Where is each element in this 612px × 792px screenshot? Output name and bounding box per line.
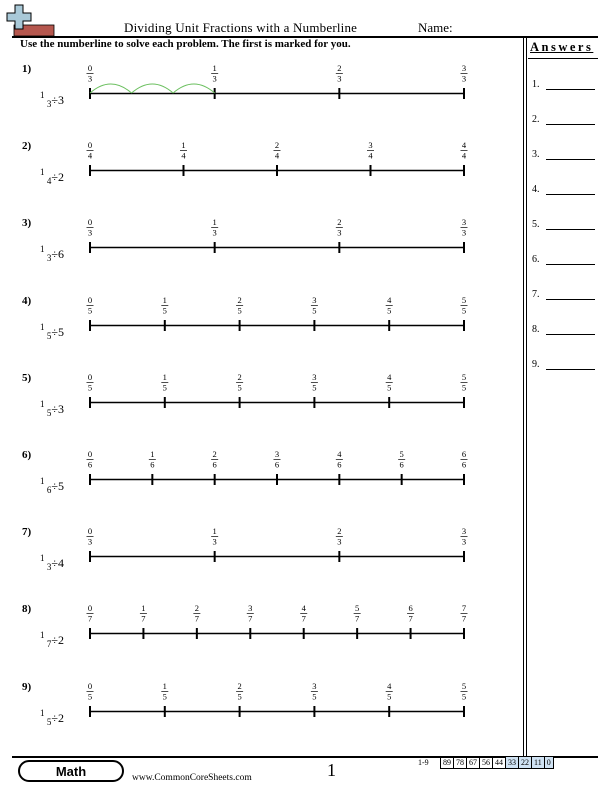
tick-numerator: 3 (274, 449, 280, 459)
fraction-numerator: 1 (40, 244, 45, 255)
problem (0, 140, 520, 216)
tick-denominator: 5 (387, 691, 392, 702)
fraction-numerator: 1 (40, 630, 45, 641)
tick-numerator: 3 (248, 603, 253, 614)
tick-denominator: 3 (87, 536, 93, 547)
tick-denominator: 4 (461, 150, 467, 161)
numberline (0, 372, 520, 412)
tick-numerator: 3 (312, 294, 317, 305)
divisor: ÷5 (51, 479, 64, 493)
tick-numerator: 4 (301, 603, 306, 614)
answer-number: 3. (532, 149, 540, 160)
fraction-numerator: 1 (40, 476, 45, 486)
problem-number: 7) (22, 526, 32, 539)
tick-denominator: 5 (312, 305, 317, 316)
tick-numerator: 0 (87, 680, 93, 691)
divisor: ÷2 (51, 170, 64, 185)
numberline (0, 449, 520, 489)
tick-numerator: 4 (387, 680, 392, 691)
fraction-denominator: 6 (46, 485, 52, 495)
tick-denominator: 3 (212, 536, 217, 547)
fraction-denominator: 3 (46, 253, 52, 264)
answer-blank[interactable] (546, 334, 595, 335)
tick-denominator: 5 (387, 305, 392, 316)
tick-denominator: 7 (87, 613, 93, 624)
hop-arc (132, 84, 174, 93)
problem (0, 526, 520, 602)
tick-denominator: 3 (87, 73, 93, 84)
fraction-denominator: 7 (46, 639, 52, 650)
tick-denominator: 5 (87, 691, 93, 702)
tick-numerator: 5 (461, 371, 467, 382)
answer-number: 8. (532, 324, 540, 335)
tick-denominator: 3 (461, 536, 467, 547)
tick-denominator: 6 (87, 459, 93, 470)
fraction-numerator: 1 (40, 90, 45, 100)
problem (0, 449, 520, 525)
fraction-denominator: 5 (46, 330, 52, 341)
tick-numerator: 6 (461, 449, 467, 459)
divisor: ÷5 (51, 324, 64, 339)
tick-denominator: 5 (237, 382, 242, 393)
hop-arc (173, 84, 215, 93)
instructions: Use the numberline to solve each problem. The first is marked for you. (20, 38, 351, 50)
tick-numerator: 1 (181, 140, 186, 151)
problem (0, 372, 520, 448)
name-label: Name: (418, 20, 453, 35)
tick-numerator: 1 (212, 217, 217, 228)
tick-numerator: 1 (212, 526, 217, 537)
tick-numerator: 0 (87, 603, 93, 614)
tick-denominator: 3 (337, 73, 342, 84)
score-cell: 67 (467, 757, 480, 769)
fraction-numerator: 1 (40, 167, 45, 178)
fraction-numerator: 1 (40, 707, 45, 718)
numberline (0, 295, 520, 335)
divisor: ÷4 (51, 556, 64, 571)
tick-denominator: 5 (237, 691, 242, 702)
hop-arc (90, 84, 132, 93)
answer-blank[interactable] (546, 194, 595, 195)
score-range-label: 1-9 (418, 758, 429, 767)
tick-numerator: 3 (461, 63, 467, 73)
answer-blank[interactable] (546, 299, 595, 300)
problem (0, 217, 520, 293)
tick-denominator: 4 (181, 150, 186, 161)
tick-denominator: 6 (274, 459, 280, 470)
tick-denominator: 5 (312, 382, 317, 393)
tick-numerator: 2 (337, 217, 342, 228)
answers-title: Answers (530, 40, 594, 54)
tick-denominator: 3 (212, 73, 217, 84)
answer-number: 7. (532, 289, 540, 300)
tick-numerator: 6 (408, 603, 413, 614)
tick-denominator: 7 (355, 613, 360, 624)
tick-denominator: 5 (461, 691, 467, 702)
problem (0, 681, 520, 757)
answer-number: 9. (532, 359, 540, 370)
fraction-denominator: 4 (46, 176, 52, 187)
answer-number: 5. (532, 219, 540, 230)
math-badge: Math (18, 760, 124, 782)
answer-number: 4. (532, 184, 540, 195)
numberline (0, 63, 520, 103)
column-divider (523, 36, 527, 760)
numberline (0, 681, 520, 721)
fraction-denominator: 5 (46, 716, 52, 727)
tick-denominator: 3 (87, 227, 93, 238)
answer-number: 6. (532, 254, 540, 265)
answer-number: 2. (532, 114, 540, 125)
tick-denominator: 3 (461, 227, 467, 238)
problem-number: 6) (22, 449, 32, 461)
answer-blank[interactable] (546, 159, 595, 160)
fraction-denominator: 3 (46, 99, 52, 109)
tick-denominator: 3 (337, 227, 342, 238)
score-cell: 33 (506, 757, 519, 769)
tick-numerator: 0 (87, 63, 93, 73)
tick-numerator: 2 (337, 63, 342, 73)
tick-denominator: 5 (461, 382, 467, 393)
tick-denominator: 7 (194, 613, 199, 624)
score-cell: 56 (480, 757, 493, 769)
tick-denominator: 3 (337, 536, 342, 547)
tick-denominator: 5 (87, 382, 93, 393)
tick-numerator: 1 (141, 603, 146, 614)
answer-blank[interactable] (546, 89, 595, 90)
problem-number: 8) (22, 603, 32, 616)
tick-numerator: 5 (461, 680, 467, 691)
tick-numerator: 2 (274, 140, 280, 151)
tick-numerator: 0 (87, 217, 93, 228)
tick-denominator: 6 (150, 459, 155, 470)
tick-numerator: 3 (312, 371, 317, 382)
divisor: ÷3 (51, 93, 64, 107)
problem-number: 5) (22, 371, 32, 384)
tick-numerator: 4 (387, 371, 392, 382)
numberline (0, 603, 520, 643)
tick-numerator: 1 (212, 63, 217, 73)
numberline (0, 140, 520, 180)
tick-numerator: 0 (87, 140, 93, 151)
tick-numerator: 4 (461, 140, 467, 151)
score-cell: 0 (544, 757, 553, 769)
numberline (0, 217, 520, 257)
tick-numerator: 2 (237, 680, 242, 691)
fraction-denominator: 5 (46, 407, 52, 418)
problem (0, 63, 520, 139)
score-cell: 78 (454, 757, 467, 769)
tick-numerator: 3 (312, 680, 317, 691)
tick-denominator: 3 (212, 227, 217, 238)
problem-number: 4) (22, 294, 32, 307)
score-table (440, 756, 554, 769)
divisor: ÷2 (51, 633, 64, 648)
tick-numerator: 2 (194, 603, 199, 614)
tick-numerator: 5 (399, 449, 404, 459)
tick-denominator: 4 (87, 150, 93, 161)
tick-numerator: 3 (461, 526, 467, 537)
fraction-denominator: 3 (46, 562, 52, 573)
score-cell: 22 (519, 757, 532, 769)
tick-numerator: 0 (87, 449, 93, 459)
tick-denominator: 3 (461, 73, 467, 84)
worksheet-title: Dividing Unit Fractions with a Numberline (124, 20, 358, 35)
tick-denominator: 6 (399, 459, 404, 470)
tick-denominator: 7 (408, 613, 413, 624)
divisor: ÷6 (51, 247, 64, 262)
tick-denominator: 7 (301, 613, 306, 624)
tick-denominator: 5 (387, 382, 392, 393)
fraction-numerator: 1 (40, 321, 45, 332)
answer-blank[interactable] (546, 369, 595, 370)
tick-numerator: 5 (355, 603, 360, 614)
tick-denominator: 5 (87, 305, 93, 316)
tick-numerator: 1 (162, 680, 167, 691)
divisor: ÷3 (51, 401, 64, 416)
tick-numerator: 2 (237, 371, 242, 382)
tick-numerator: 0 (87, 294, 93, 305)
tick-numerator: 2 (212, 449, 217, 459)
score-cell: 44 (493, 757, 506, 769)
divisor: ÷2 (51, 710, 64, 725)
tick-denominator: 5 (461, 305, 467, 316)
tick-numerator: 3 (368, 140, 373, 151)
fraction-numerator: 1 (40, 398, 45, 409)
tick-denominator: 5 (162, 691, 167, 702)
problem (0, 295, 520, 371)
tick-numerator: 1 (162, 371, 167, 382)
page-number: 1 (327, 760, 336, 780)
tick-denominator: 6 (337, 459, 342, 470)
tick-denominator: 5 (312, 691, 317, 702)
problem-number: 2) (22, 140, 32, 153)
tick-numerator: 0 (87, 371, 93, 382)
tick-denominator: 5 (162, 305, 167, 316)
tick-numerator: 4 (387, 294, 392, 305)
problem-number: 3) (22, 217, 32, 230)
score-cell: 89 (441, 757, 454, 769)
tick-denominator: 6 (212, 459, 217, 470)
tick-denominator: 7 (141, 613, 146, 624)
answer-blank[interactable] (546, 264, 595, 265)
tick-numerator: 7 (461, 603, 467, 614)
numberline (0, 526, 520, 566)
tick-denominator: 6 (461, 459, 467, 470)
answer-number: 1. (532, 79, 540, 90)
plus-logo-icon (4, 3, 56, 37)
answers-divider (528, 58, 598, 59)
answer-blank[interactable] (546, 229, 595, 230)
tick-denominator: 4 (274, 150, 280, 161)
tick-denominator: 5 (162, 382, 167, 393)
problem-number: 1) (22, 63, 32, 75)
site-url: www.CommonCoreSheets.com (132, 773, 252, 783)
tick-denominator: 5 (237, 305, 242, 316)
fraction-numerator: 1 (40, 553, 45, 564)
tick-numerator: 1 (162, 294, 167, 305)
tick-numerator: 5 (461, 294, 467, 305)
problem-number: 9) (22, 680, 32, 693)
tick-numerator: 2 (237, 294, 242, 305)
tick-numerator: 3 (461, 217, 467, 228)
tick-numerator: 1 (150, 449, 155, 459)
tick-denominator: 4 (368, 150, 373, 161)
answer-blank[interactable] (546, 124, 595, 125)
problem (0, 603, 520, 679)
tick-denominator: 7 (461, 613, 467, 624)
tick-numerator: 0 (87, 526, 93, 537)
tick-denominator: 7 (248, 613, 253, 624)
tick-numerator: 2 (337, 526, 342, 537)
score-cell: 11 (532, 757, 545, 769)
tick-numerator: 4 (337, 449, 342, 459)
